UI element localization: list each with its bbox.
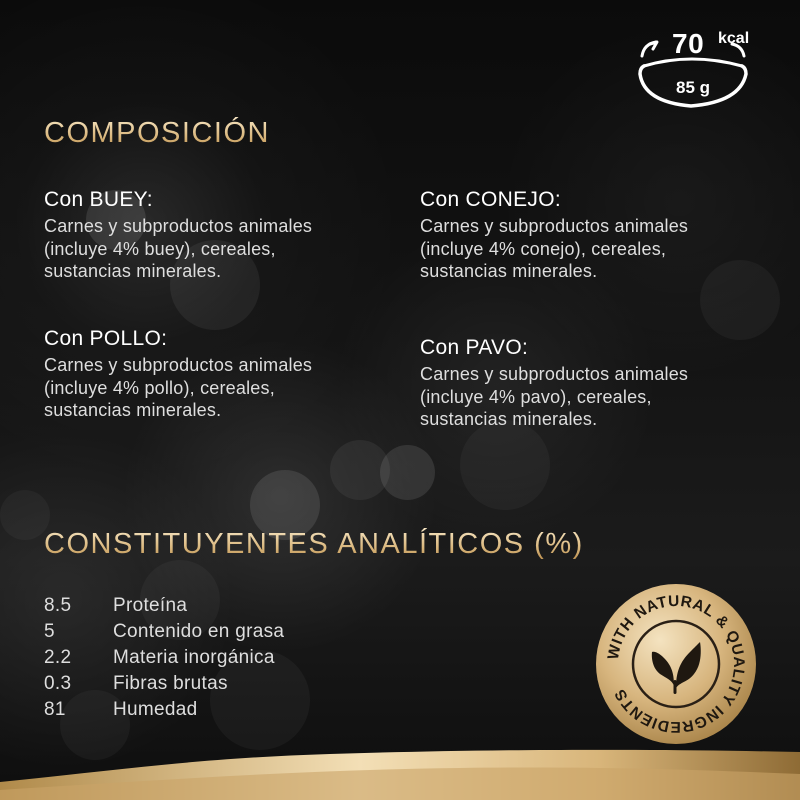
bokeh-light (0, 490, 50, 540)
composition-rabbit (420, 188, 765, 283)
analytical-label: Humedad (113, 699, 198, 720)
analytical-value: 5 (44, 621, 55, 642)
analytical-label: Contenido en grasa (113, 621, 285, 642)
bokeh-light (380, 445, 435, 500)
bokeh-light (460, 420, 550, 510)
kcal-badge (636, 22, 766, 112)
analytical-label: Proteína (113, 595, 188, 616)
analytical-value: 0.3 (44, 673, 72, 694)
composition-text: Carnes y subproductos animales (incluye 4% pavo), cereales, sustancias minerales. (420, 364, 689, 429)
portion-weight: 85 g (676, 78, 711, 97)
bokeh-light (330, 440, 390, 500)
composition-title: COMPOSICIÓN (44, 117, 270, 149)
kcal-value: 70 (672, 28, 705, 59)
composition-heading: Con BUEY: (44, 188, 153, 211)
gold-wave (0, 740, 800, 800)
composition-heading: Con PAVO: (420, 336, 529, 359)
composition-text: Carnes y subproductos animales (incluye 4% pollo), cereales, sustancias minerales. (44, 355, 313, 420)
composition-heading: Con POLLO: (44, 327, 168, 350)
analytical-value: 2.2 (44, 647, 72, 668)
quality-seal (594, 582, 758, 746)
analytical-table (44, 593, 284, 723)
analytical-value: 8.5 (44, 595, 72, 616)
analytical-row (44, 619, 284, 645)
analytical-value: 81 (44, 699, 66, 720)
seal-text: WITH NATURAL & QUALITY INGREDIENTS (604, 592, 748, 736)
analytical-row (44, 593, 284, 619)
composition-text: Carnes y subproductos animales (incluye 4% buey), cereales, sustancias minerales. (44, 216, 313, 281)
composition-heading: Con CONEJO: (420, 188, 561, 211)
composition-text: Carnes y subproductos animales (incluye 4% conejo), cereales, sustancias minerales. (420, 216, 689, 281)
analytical-title: CONSTITUYENTES ANALÍTICOS (%) (44, 528, 584, 560)
seal-graphic (594, 582, 758, 746)
composition-chicken (44, 327, 389, 422)
kcal-unit: kcal (718, 30, 750, 47)
composition-beef (44, 188, 389, 283)
composition-turkey (420, 336, 765, 431)
analytical-label: Materia inorgánica (113, 647, 275, 668)
analytical-row (44, 697, 284, 723)
analytical-label: Fibras brutas (113, 673, 228, 694)
analytical-row (44, 671, 284, 697)
analytical-row (44, 645, 284, 671)
